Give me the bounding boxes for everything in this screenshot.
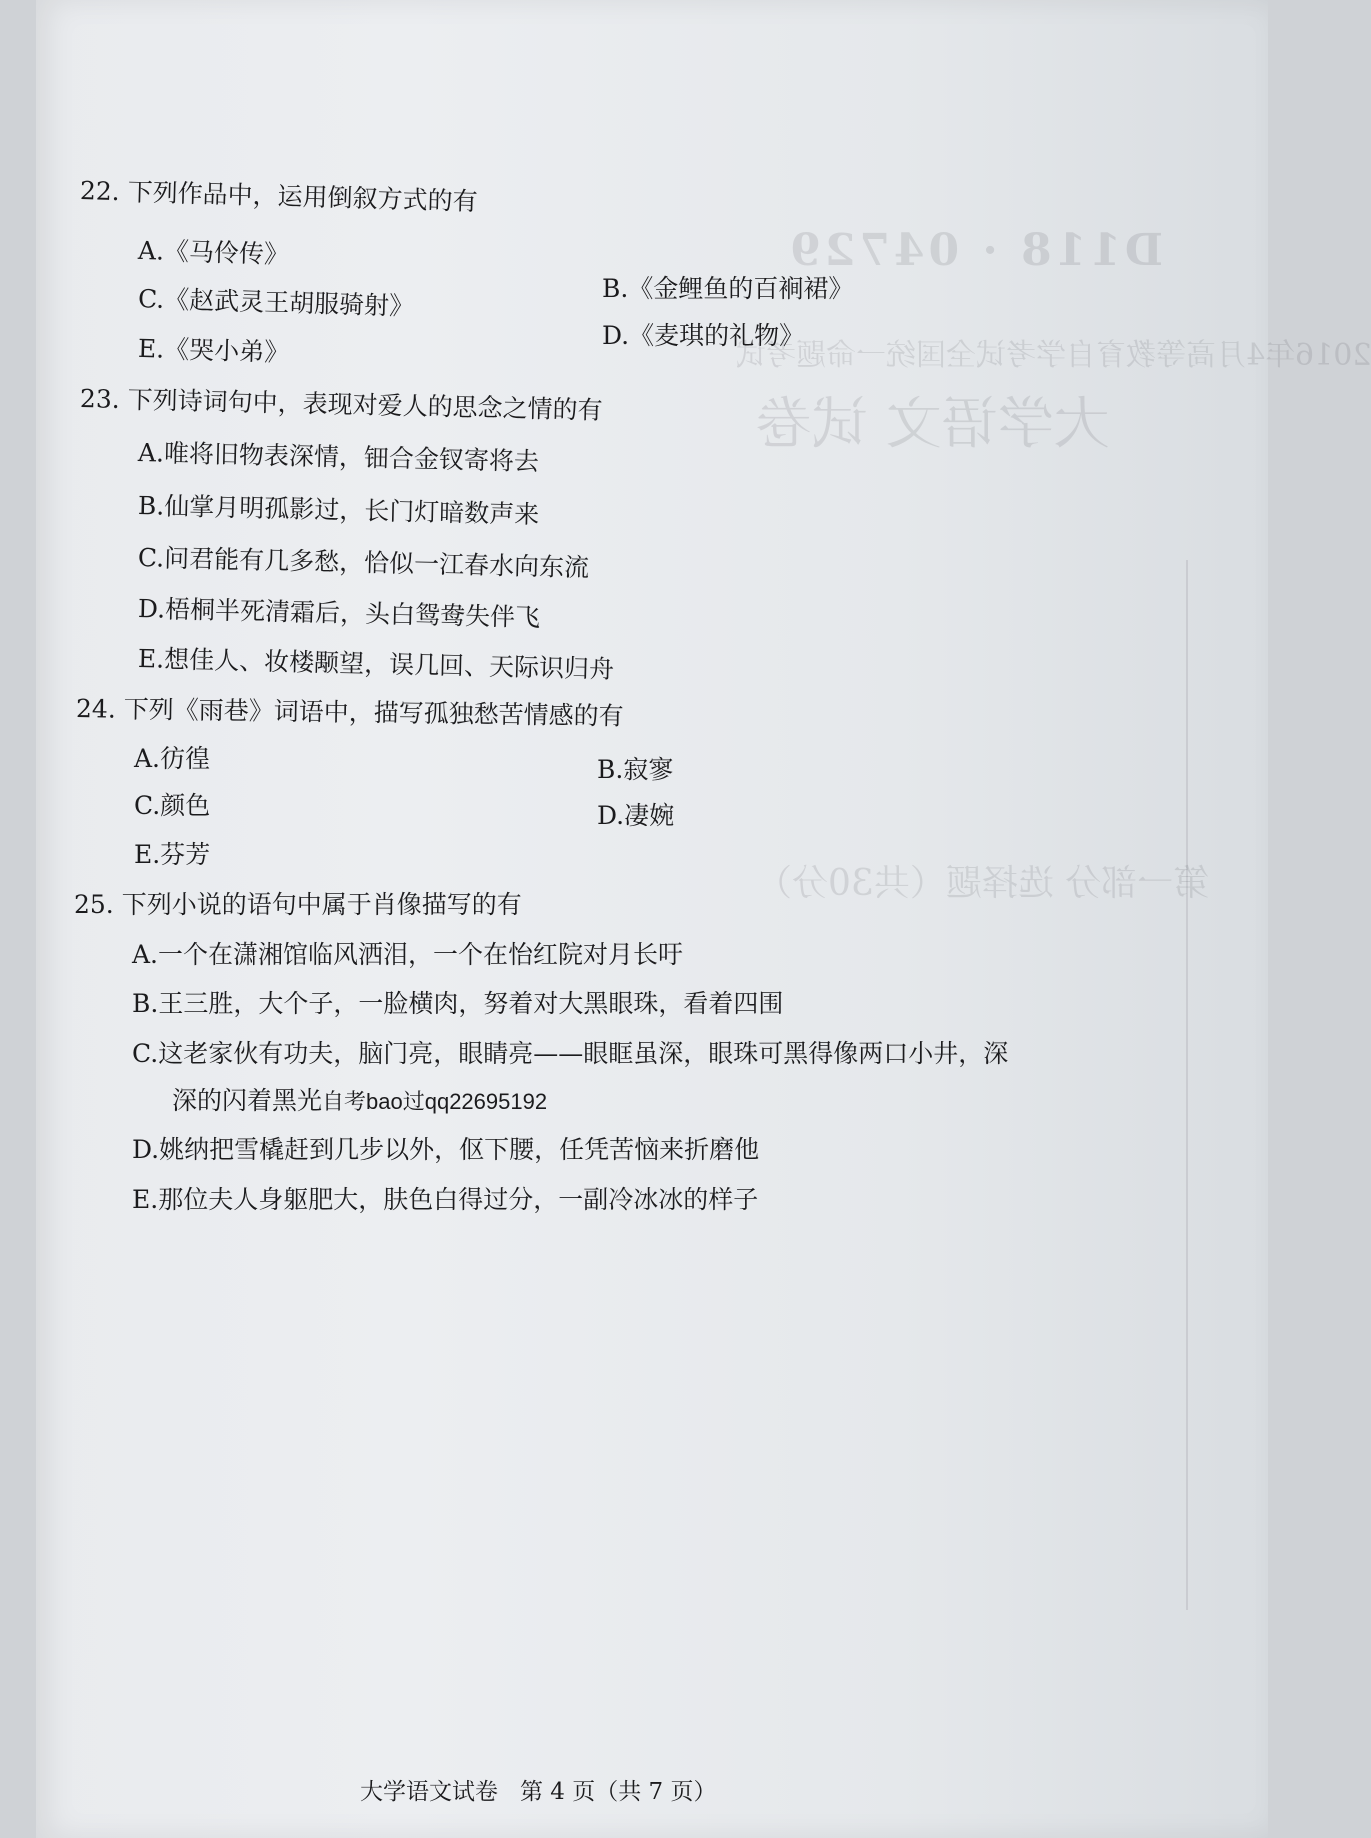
question-24-stem — [76, 696, 624, 729]
question-24-option-c: C.颜色 — [134, 791, 211, 820]
watermark-text: 自考bao过qq22695192 — [322, 1089, 548, 1114]
show-through-margin-line — [1186, 560, 1188, 1610]
page-footer — [360, 1773, 716, 1806]
question-23-option-c: C.问君能有几多愁，恰似一江春水向东流 — [137, 543, 590, 583]
question-text: 下列作品中，运用倒叙方式的有 — [127, 177, 478, 217]
question-24-option-b: B.寂寥 — [597, 755, 674, 784]
question-24-option-e: E.芬芳 — [134, 840, 211, 869]
question-22-option-d: D.《麦琪的礼物》 — [602, 321, 805, 350]
question-number: 23. — [79, 384, 121, 414]
question-25-option-c-continued: 深的闪着黑光自考bao过qq22695192 — [172, 1086, 548, 1115]
question-text: 下列诗词句中，表现对爱人的思念之情的有 — [127, 385, 603, 425]
question-22-option-e: E.《哭小弟》 — [137, 333, 290, 368]
show-through-code: D118 · 04729 — [786, 225, 1164, 276]
question-22-option-a: A.《马伶传》 — [137, 235, 290, 270]
question-text: 下列小说的语句中属于肖像描写的有 — [121, 890, 522, 919]
question-number: 24. — [75, 694, 116, 724]
question-25-stem — [74, 892, 522, 917]
question-text: 下列《雨巷》词语中，描写孤独愁苦情感的有 — [123, 694, 624, 731]
question-23-option-b: B.仙掌月明孤影过，长门灯暗数声来 — [137, 491, 540, 530]
question-22-option-c: C.《赵武灵王胡服骑射》 — [137, 284, 415, 321]
question-24-option-a: A.彷徨 — [134, 744, 211, 773]
question-25-option-a: A.一个在潇湘馆临风洒泪，一个在怡红院对月长吁 — [132, 940, 684, 969]
question-25-option-d: D.姚纳把雪橇赶到几步以外，伛下腰，任凭苦恼来折磨他 — [132, 1135, 760, 1164]
question-23-option-d: D.梧桐半死清霜后，头白鸳鸯失伴飞 — [137, 594, 541, 633]
question-number: 25. — [74, 890, 114, 919]
question-25-option-e: E.那位夫人身躯肥大，肤色白得过分，一副冷冰冰的样子 — [132, 1185, 759, 1214]
question-25-option-c: C.这老家伙有功夫，脑门亮，眼睛亮——眼眶虽深，眼珠可黑得像两口小井，深 — [132, 1039, 1009, 1068]
footer-subject: 大学语文试卷 — [360, 1779, 498, 1805]
question-number: 22. — [79, 176, 121, 207]
footer-page-number: 第 4 页（共 7 页） — [519, 1779, 717, 1805]
question-25-option-b: B.王三胜，大个子，一脸横肉，努着对大黑眼珠，看着四围 — [132, 989, 784, 1018]
show-through-title: 大学语文 试卷 — [756, 392, 1110, 457]
question-24-option-d: D.凄婉 — [597, 801, 675, 830]
show-through-part: 第一部分 选择题（共30分） — [756, 863, 1210, 904]
question-23-option-a: A.唯将旧物表深情，钿合金钗寄将去 — [137, 438, 540, 477]
show-through-year-line: 2016年4月高等教育自学考试全国统一命题考试 — [736, 338, 1371, 373]
question-22-option-b: B.《金鲤鱼的百裥裙》 — [602, 274, 854, 303]
question-23-option-e: E.想佳人、妆楼颙望，误几回、天际识归舟 — [137, 644, 615, 684]
